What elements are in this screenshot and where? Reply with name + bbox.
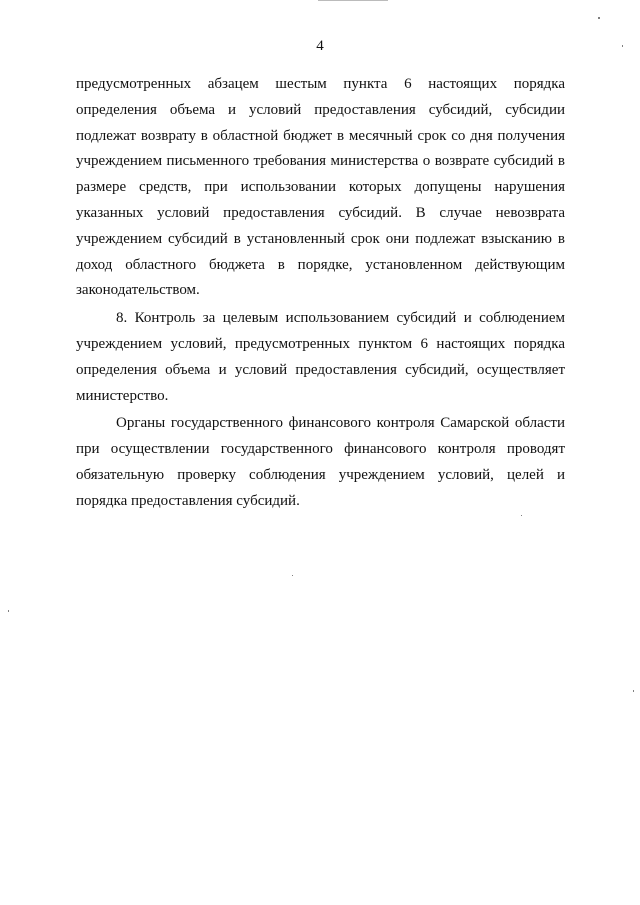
text-line: определения объема и условий предоставления субсидий, субсидии <box>76 101 565 118</box>
text-line: порядка предоставления субсидий. <box>76 492 300 509</box>
text-line: определения объема и условий предоставления субсидий, осуществляет <box>76 361 565 378</box>
text-line: обязательную проверку соблюдения учреждением условий, целей и <box>76 466 565 483</box>
text-line: учреждением условий, предусмотренных пунктом 6 настоящих порядка <box>76 335 565 352</box>
scan-speck <box>633 690 634 692</box>
scan-edge-mark <box>318 0 388 1</box>
scan-speck <box>598 17 600 19</box>
scan-speck <box>292 575 293 576</box>
text-line: министерство. <box>76 387 169 404</box>
paragraph-3 <box>76 411 565 514</box>
paragraph-1 <box>76 72 565 304</box>
text-line: законодательством. <box>76 282 200 299</box>
paragraph-2 <box>76 306 565 409</box>
scan-speck <box>622 45 623 47</box>
text-line: Органы государственного финансового контроля Самарской области <box>116 415 565 432</box>
text-line: 8. Контроль за целевым использованием субсидий и соблюдением <box>116 310 565 327</box>
text-line: доход областного бюджета в порядке, установленном действующим <box>76 256 565 273</box>
page-number: 4 <box>316 38 324 54</box>
text-line: указанных условий предоставления субсидий. В случае невозврата <box>76 204 565 221</box>
text-line: учреждением письменного требования министерства о возврате субсидий в <box>76 153 565 170</box>
text-line: при осуществлении государственного финансового контроля проводят <box>76 441 565 458</box>
scan-speck <box>8 610 9 612</box>
text-line: предусмотренных абзацем шестым пункта 6 настоящих порядка <box>76 76 565 92</box>
text-line: подлежат возврату в областной бюджет в месячный срок со дня получения <box>76 127 565 144</box>
text-line: размере средств, при использовании которых допущены нарушения <box>76 179 565 196</box>
text-line: учреждением субсидий в установленный срок они подлежат взысканию в <box>76 230 565 247</box>
body-text <box>76 72 565 515</box>
scan-speck <box>521 515 522 516</box>
